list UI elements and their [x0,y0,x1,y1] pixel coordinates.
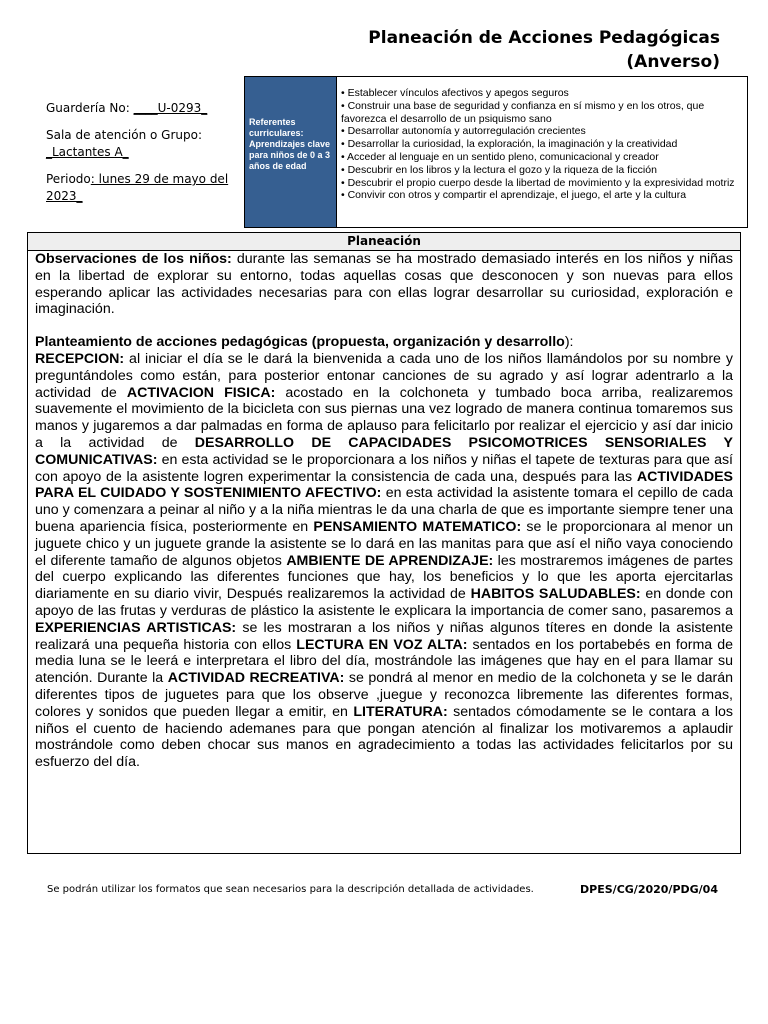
observaciones-label: Observaciones de los niños: [35,251,232,267]
sala-row [46,127,236,161]
planeacion-body [28,251,740,771]
observaciones-text: durante las semanas se ha mostrado demasiado interés en los niños y niñas en la libertad de explorar su entorno, todas aquellas cosas que desconocen y son nuevas para ellos esperando aplicar las actividades necesarias para con ellas lograr desarrollar su curiosidad, exploración e imaginación. [35,251,733,318]
referente-item: • Establecer vínculos afectivos y apegos seguros [341,87,569,99]
section-label: ACTIVIDAD RECREATIVA: [167,670,345,687]
section-label: AMBIENTE DE APRENDIZAJE: [286,552,494,569]
periodo-value: : lunes 29 de mayo del 2023_ [46,172,229,203]
section-text: se pondrá al menor en medio de la colchoneta y se le darán diferentes tipos de juguetes para que los observe ,juegue y reconozca libremente las diferentes formas, colores y sonidos que pueden llegar a emitir, en [35,670,733,720]
referente-item: • Desarrollar la curiosidad, la exploración, la imaginación y la creatividad [341,138,678,151]
section-label: HABITOS SALUDABLES: [470,586,641,603]
section-label: ACTIVACION FISICA: [126,384,276,401]
section-label: LITERATURA: [353,703,448,720]
planeacion-box [27,232,741,854]
document-title [368,26,720,74]
group-info [46,100,236,215]
planteamiento-paragraph [35,334,733,771]
section-text: en esta actividad se le proporcionara a los niños y niñas el tapete de texturas para que así con apoyo de la asistente logren experimentar la consistencia de cada una, después para las [35,451,733,485]
referentes-list [337,77,747,227]
section-label: PENSAMIENTO MATEMATICO: [313,518,522,535]
section-label: EXPERIENCIAS ARTISTICAS: [35,619,237,636]
guarderia-row [46,100,236,117]
planteamiento-close: ): [564,334,574,351]
section-text: en esta actividad la asistente tomara el cepillo de cada uno y comenzara a peinar al niño y a la niña mientras le da una charla de que es importante siempre tener una buena apariencia física, posteriormente en [35,485,733,535]
section-text: sentados cómodamente se le contara a los niños el cuento de haciendo ademanes para que pongan atención al finalizar los motivaremos a aplaudir mostrándole como deben chocar sus manos en agradecimiento a todas las actividades felicitarlos por su esfuerzo del día. [35,703,733,771]
guarderia-label: Guardería No: [46,101,134,115]
planteamiento-label: Planteamiento de acciones pedagógicas (propuesta, organización y desarrollo [35,334,565,351]
sala-label: Sala de atención o Grupo: [46,128,203,142]
referentes-label: Referentes curriculares: Aprendizajes clave para niños de 0 a 3 años de edad [245,77,337,227]
section-label: ACTIVIDADES PARA EL CUIDADO Y SOSTENIMIENTO AFECTIVO: [35,468,733,502]
periodo-label: Periodo [46,172,91,186]
section-text: acostado en la colchoneta y tumbado boca arriba, realizaremos suavemente el movimiento de la bicicleta con sus piernas una vez logrado de manera continua tomaremos sus manos y jugaremos a dar palmadas en forma de aplauso para felicitarlo por realizar el ejercicio y así dar inicio a la actividad de [35,384,734,451]
observaciones-paragraph [35,251,733,318]
section-label: DESARROLLO DE CAPACIDADES PSICOMOTRICES SENSORIALES Y COMUNICATIVAS: [35,434,733,468]
referentes-table [244,76,748,228]
referente-item: • Desarrollar autonomía y autorregulación crecientes [341,125,586,138]
section-text: les mostraremos imágenes de partes del cuerpo explicando las diferentes funciones que hay, los beneficios y lo que les aporta ejercitarlas diariamente en su diario vivir, Después realizaremos la actividad de [35,552,733,603]
section-text: al iniciar el día se le dará la bienvenida a cada uno de los niños llamándolos por su nombre y preguntándoles como están, para posterior entonar canciones de su agrado y así lograr adentrarlo a la actividad de [35,350,733,401]
section-text: se le proporcionara al menor un juguete chico y un juguete grande la asistente se lo dará en las manitas para que así el niño vaya conociendo el diferente tamaño de algunos objetos [35,518,733,569]
section-text: sentados en los portabebés en forma de media luna se le leerá e interpretara el libro del día, mostrándole las imágenes que hay en el para llamar su atención. Durante la [35,636,733,687]
section-text: en donde con apoyo de las frutas y verduras de plástico la asistente le explicara la importancia de comer sano, pasaremos a [35,586,733,619]
section-text: se les mostraran a los niños y niñas algunos títeres en donde la asistente realizará una pequeña historia con ellos [35,619,733,653]
sala-value: _Lactantes A_ [46,145,129,159]
guarderia-value: ____U-0293_ [133,101,208,115]
section-label: RECEPCION: [35,350,125,367]
footer-code: DPES/CG/2020/PDG/04 [580,883,718,896]
referente-item: • Descubrir el propio cuerpo desde la libertad de movimiento y la expresividad motriz [341,176,735,189]
planeacion-header: Planeación [28,233,740,251]
referente-item: • Descubrir en los libros y la lectura el gozo y la riqueza de la ficción [341,163,657,176]
section-label: LECTURA EN VOZ ALTA: [296,636,468,653]
title-line-1: Planeación de Acciones Pedagógicas [368,28,720,48]
referente-item: • Construir una base de seguridad y confianza en sí mismo y en los otros, que favorezca el desarrollo de un psiquismo sano [341,99,705,125]
referente-item: • Convivir con otros y compartir el aprendizaje, el juego, el arte y la cultura [341,189,687,202]
periodo-row [46,171,236,205]
title-line-2: (Anverso) [626,52,720,72]
referente-item: • Acceder al lenguaje en un sentido pleno, comunicacional y creador [341,150,659,163]
footer-note: Se podrán utilizar los formatos que sean necesarios para la descripción detallada de actividades. [47,884,534,895]
